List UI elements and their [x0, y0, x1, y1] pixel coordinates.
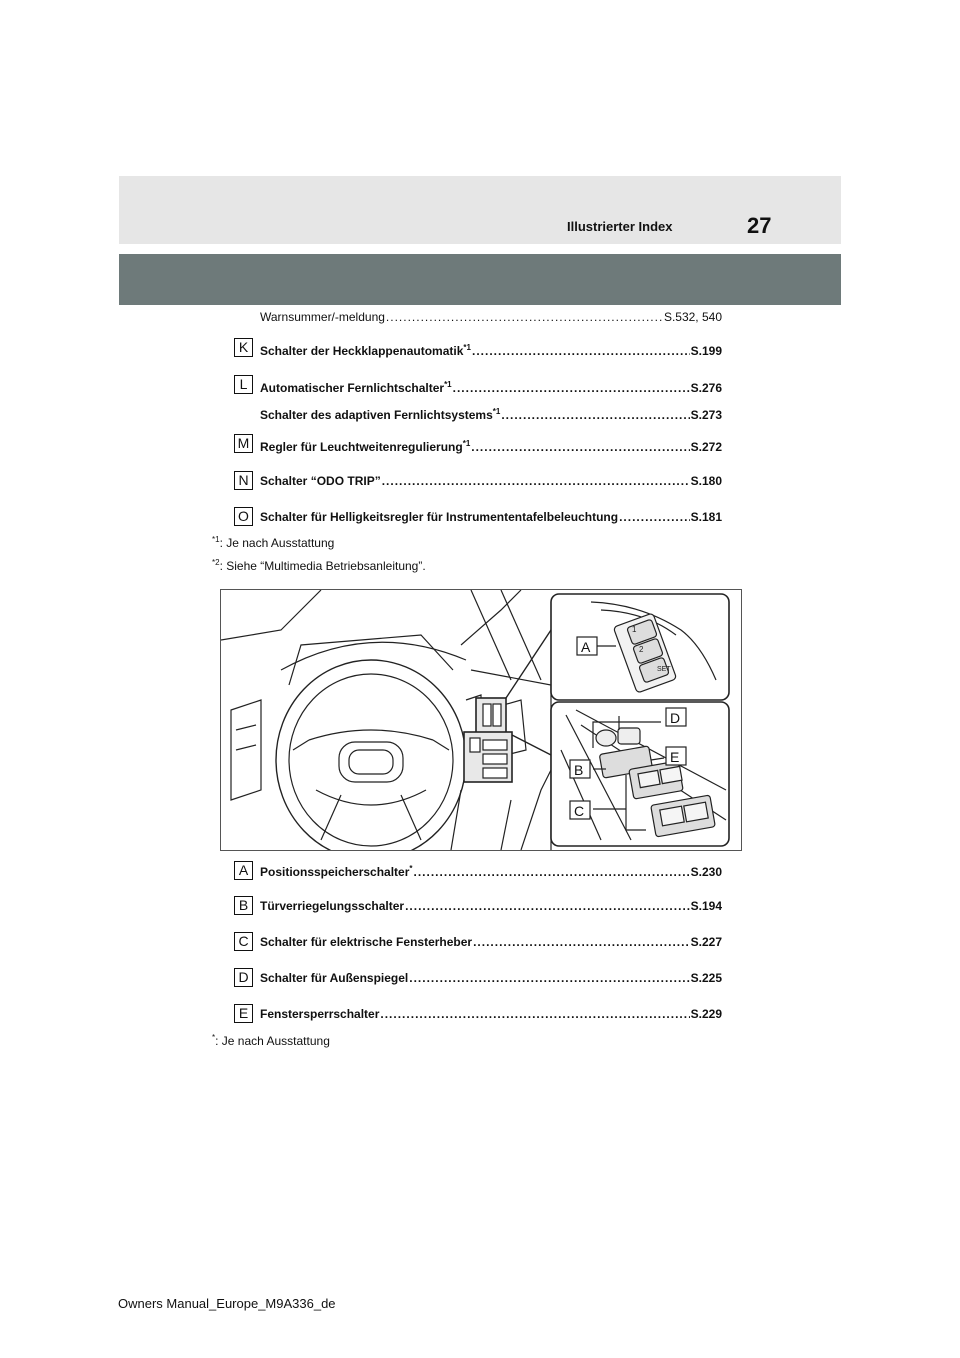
index-entry — [260, 864, 722, 882]
entry-name: Positionsspeicherschalter — [260, 865, 410, 879]
letter-badge: O — [234, 507, 253, 526]
entry-page: S.194 — [690, 899, 722, 913]
entry-name: Schalter der Heckklappenautomatik — [260, 344, 464, 358]
door-switch-highlight — [464, 698, 512, 782]
index-entry — [260, 935, 722, 953]
entry-page: S.229 — [690, 1007, 722, 1021]
index-entry — [260, 407, 722, 425]
letter-badge: A — [234, 861, 253, 880]
entry-page: S.227 — [690, 935, 722, 949]
letter-badge: B — [234, 896, 253, 915]
entry-name: Schalter für Helligkeitsregler für Instrumententafelbeleuchtung — [260, 510, 619, 524]
callout-c: C — [574, 803, 585, 819]
callout-e: E — [670, 749, 680, 765]
letter-badge: C — [234, 932, 253, 951]
letter-badge: D — [234, 968, 253, 987]
index-entry — [260, 971, 722, 989]
entry-page: S.225 — [690, 971, 722, 985]
header-band — [119, 176, 841, 244]
entry-name: Fenstersperrschalter — [260, 1007, 380, 1021]
callout-b: B — [574, 762, 584, 778]
letter-badge: K — [234, 338, 253, 357]
button-label-1: 1 — [632, 625, 637, 634]
page-number: 27 — [747, 213, 772, 238]
entry-sup: *1 — [444, 380, 452, 389]
entry-page: S.180 — [690, 474, 722, 488]
index-entry — [260, 439, 722, 457]
index-entry — [260, 310, 722, 328]
index-entry — [260, 510, 722, 528]
entry-sup: * — [409, 864, 413, 873]
footer-text: Owners Manual_Europe_M9A336_de — [118, 1296, 336, 1311]
letter-badge: N — [234, 471, 253, 490]
section-title: Illustrierter Index — [567, 219, 673, 234]
entry-page: S.532, 540 — [663, 310, 722, 324]
callout-d: D — [670, 710, 681, 726]
entry-name: Schalter für elektrische Fensterheber — [260, 935, 473, 949]
header-dark-band — [119, 254, 841, 305]
entry-name: Schalter für Außenspiegel — [260, 971, 409, 985]
footnote: $^{*1}$: Je nach Ausstattung — [212, 535, 335, 550]
index-entry — [260, 899, 722, 917]
entry-page: S.272 — [690, 440, 722, 454]
entry-sup: *1 — [492, 407, 501, 416]
callout-a: A — [581, 639, 591, 655]
entry-name: Warnsummer/-meldung — [260, 310, 385, 324]
index-entry — [260, 380, 722, 398]
letter-badge: E — [234, 1004, 253, 1023]
footnote: $^{*2}$: Siehe “Multimedia Betriebsanleitung”. — [212, 558, 426, 573]
entry-sup: *1 — [462, 439, 471, 448]
entry-page: S.230 — [690, 865, 722, 879]
entry-sup: *1 — [463, 343, 471, 352]
letter-badge: M — [234, 434, 253, 453]
entry-name: Automatischer Fernlichtschalter — [260, 381, 445, 395]
footnote: *: Je nach Ausstattung — [212, 1033, 330, 1048]
button-label-2: 2 — [639, 645, 644, 654]
entry-page: S.199 — [690, 344, 722, 358]
entry-page: S.273 — [690, 408, 722, 422]
entry-page: S.276 — [690, 381, 722, 395]
steering-wheel-drawing — [276, 635, 466, 850]
index-entry — [260, 474, 722, 492]
entry-name: Schalter des adaptiven Fernlichtsystems — [260, 408, 493, 422]
entry-name: Regler für Leuchtweitenregulierung — [260, 440, 463, 454]
button-label-set: SET — [657, 666, 671, 673]
entry-name: Schalter “ODO TRIP” — [260, 474, 381, 488]
index-entry — [260, 343, 722, 361]
entry-name: Türverriegelungsschalter — [260, 899, 405, 913]
index-entry — [260, 1007, 722, 1025]
letter-badge: L — [234, 375, 253, 394]
dashboard-illustration — [220, 589, 742, 851]
entry-page: S.181 — [690, 510, 722, 524]
